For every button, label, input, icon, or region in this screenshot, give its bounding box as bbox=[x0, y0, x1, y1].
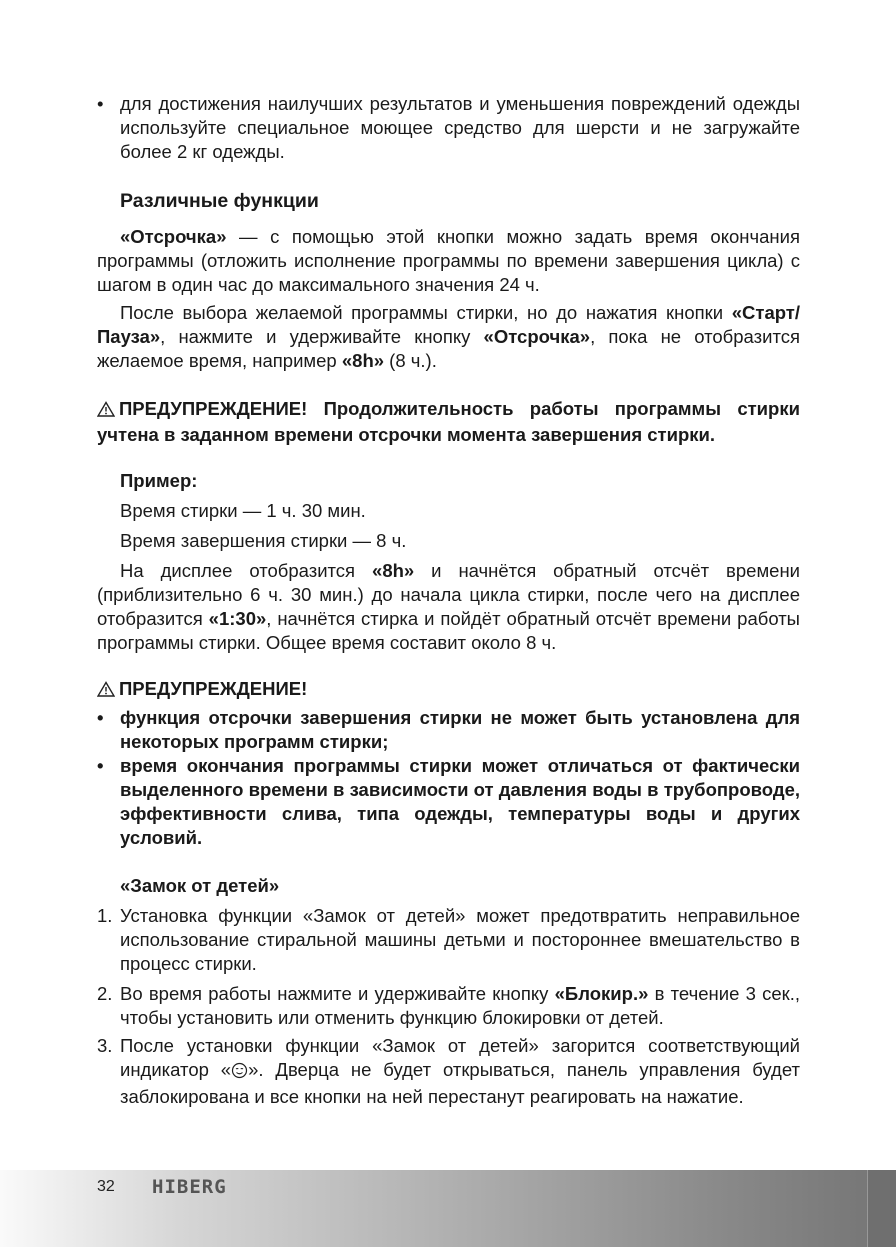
bullet-marker: • bbox=[97, 93, 104, 114]
list-item bbox=[97, 754, 800, 850]
child-lock-indicator-icon bbox=[231, 1061, 248, 1085]
bullet-text: для достижения наилучших результатов и уменьшения повреждений одежды используйте специальное моющее средство для шерсти и не загружайте более 2 кг одежды. bbox=[120, 93, 800, 162]
child-lock-title: «Замок от детей» bbox=[120, 875, 280, 896]
item-number: 2. bbox=[97, 983, 113, 1004]
bold-term: «Блокир.» bbox=[554, 983, 649, 1004]
item-text: время окончания программы стирки может отличаться от фактически выделенного времени в зависимости от давления воды в трубопроводе, эффективности слива, типа одежды, температуры воды и других условий. bbox=[120, 755, 800, 848]
bold-term: «Отсрочка» bbox=[120, 226, 227, 247]
text: , начнётся стирка и пойдёт обратный отсчёт времени работы программы стирки. Общее время составит около 8 ч. bbox=[97, 608, 800, 653]
item-text: функция отсрочки завершения стирки не может быть установлена для некоторых программ стирки; bbox=[120, 707, 800, 752]
text: После выбора желаемой программы стирки, но до нажатия кнопки bbox=[120, 302, 732, 323]
bold-term: «Отсрочка» bbox=[483, 326, 591, 347]
bullet-marker: • bbox=[97, 707, 104, 728]
item-text: Установка функции «Замок от детей» может предотвратить неправильное использование стиральной машины детьми и постороннее вмешательство в процесс стирки. bbox=[120, 905, 800, 974]
list-item bbox=[97, 1034, 800, 1109]
text: , нажмите и удерживайте кнопку bbox=[160, 326, 484, 347]
bullet-wool bbox=[97, 92, 800, 164]
example-line: Время завершения стирки — 8 ч. bbox=[120, 530, 407, 551]
text: ». Дверца не будет открываться, панель управления будет заблокирована и все кнопки на ней перестанут реагировать на нажатие. bbox=[120, 1059, 800, 1107]
page-footer bbox=[0, 1170, 896, 1247]
text: После установки функции «Замок от детей» загорится соответствующий индикатор « bbox=[120, 1035, 800, 1080]
example-paragraph bbox=[97, 559, 800, 655]
warning-text: ПРЕДУПРЕЖДЕНИЕ! Продолжительность работы программы стирки учтена в заданном времени отсрочки момента завершения стирки. bbox=[97, 398, 800, 445]
item-number: 1. bbox=[97, 905, 113, 926]
warning-icon bbox=[97, 679, 115, 703]
item-number: 3. bbox=[97, 1035, 113, 1056]
text: и начнётся обратный отсчёт времени (приблизительно 6 ч. 30 мин.) до начала цикла стирки, после чего на дисплее отобразится bbox=[97, 560, 800, 629]
warning-list bbox=[97, 706, 800, 850]
bold-term: «8h» bbox=[372, 560, 415, 581]
brand-logo: HIBERG bbox=[152, 1176, 227, 1198]
example-title: Пример: bbox=[120, 470, 198, 491]
paragraph-delay-usage bbox=[97, 301, 800, 373]
warning-icon bbox=[97, 399, 115, 423]
bold-term: «Старт/Пауза» bbox=[97, 302, 800, 347]
page-edge-tab bbox=[867, 1170, 896, 1247]
text: На дисплее отобразится bbox=[120, 560, 373, 581]
text: в течение 3 сек., чтобы установить или отменить функцию блокировки от детей. bbox=[120, 983, 800, 1028]
text: (8 ч.). bbox=[384, 350, 437, 371]
example-line: Время стирки — 1 ч. 30 мин. bbox=[120, 500, 366, 521]
numbered-list bbox=[97, 904, 800, 1109]
paragraph-delay bbox=[97, 225, 800, 297]
text: — с помощью этой кнопки можно задать время окончания программы (отложить исполнение программы по времени завершения цикла) с шагом в один час до максимального значения 24 ч. bbox=[97, 226, 800, 295]
warning-2-title bbox=[97, 677, 800, 703]
warning-text: ПРЕДУПРЕЖДЕНИЕ! bbox=[119, 678, 308, 699]
list-item bbox=[97, 706, 800, 754]
bold-term: «8h» bbox=[341, 350, 385, 371]
warning-1 bbox=[97, 397, 800, 447]
list-item bbox=[97, 982, 800, 1030]
text: Во время работы нажмите и удерживайте кнопку bbox=[120, 983, 555, 1004]
text: , пока не отобразится желаемое время, например bbox=[97, 326, 800, 371]
bullet-marker: • bbox=[97, 755, 104, 776]
bold-term: «1:30» bbox=[208, 608, 267, 629]
page-number: 32 bbox=[97, 1178, 115, 1195]
section-title: Различные функции bbox=[120, 190, 319, 212]
list-item bbox=[97, 904, 800, 976]
